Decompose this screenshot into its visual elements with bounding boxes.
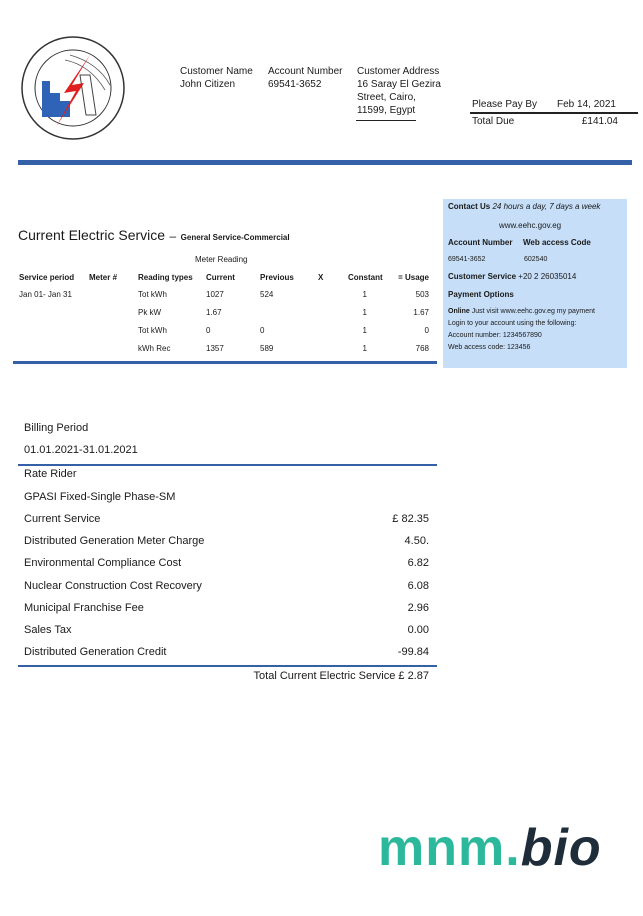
cell-current: 1357 [206,344,224,353]
billing-period: 01.01.2021-31.01.2021 [24,444,138,456]
col-header: Reading types [138,273,193,282]
cell-type: Tot kWh [138,326,167,335]
charge-value: 4.50. [404,535,429,548]
service-subtitle: General Service-Commercial [180,233,290,242]
rate: GPASI Fixed-Single Phase-SM [24,491,176,503]
contact-hours: 24 hours a day, 7 days a week [492,202,601,211]
cell-usage: 503 [415,290,429,299]
cell-constant: 1 [362,344,367,353]
customer-service-phone: +20 2 26035014 [518,272,577,281]
charge-label: Distributed Generation Meter Charge [24,535,205,548]
total-due-label: Total Due [472,116,515,127]
charge-label: Sales Tax [24,624,72,636]
web-access-code-line: Web access code: 123456 [448,344,531,351]
pay-by-date: Feb 14, 2021 [557,99,616,110]
cell-current: 1.67 [206,308,222,317]
watermark-part: bio [520,819,602,877]
service-title [18,227,290,245]
cell-constant: 1 [362,308,367,317]
charge-label: Nuclear Construction Cost Recovery [24,579,202,592]
address-line: 11599, Egypt [357,105,416,116]
website-link[interactable]: www.eehc.gov.eg [499,221,562,230]
cell-previous: 0 [260,326,265,335]
cell-current: 0 [206,326,211,335]
col-header: Constant [348,273,383,282]
total-due: £141.04 [581,116,618,127]
billing-rule [18,464,437,466]
header-rule [18,160,632,165]
customer-name-label: Customer Name [180,66,253,77]
cell-constant: 1 [362,326,367,335]
company-logo [20,35,126,141]
col-header: X [318,273,324,282]
charge-value: -99.84 [397,646,429,659]
customer-service-label: Customer Service [448,272,517,281]
web-access-code: 602540 [524,256,548,263]
charge-value: 2.96 [407,601,429,614]
address-line: 16 Saray El Gezira [357,79,441,90]
pay-by-label: Please Pay By [472,99,538,110]
charge-value: 6.82 [407,557,429,570]
charge-label: Distributed Generation Credit [24,646,167,659]
cell-type: kWh Rec [138,344,171,353]
online-text: Just visit www.eehc.gov.eg my payment [471,308,595,315]
col-header: = Usage [398,273,429,282]
cell-previous: 589 [260,344,274,353]
account-number-label: Account Number [448,238,513,247]
billing-rule [18,665,437,667]
cell-type: Pk kW [138,308,162,317]
col-header: Meter # [89,273,118,282]
service-rule [13,361,437,364]
account-number-line: Account number: 1234567890 [448,332,542,339]
payment-options-label: Payment Options [448,290,514,299]
watermark [378,818,602,878]
col-header: Service period [19,273,75,282]
customer-name: John Citizen [180,79,236,90]
charge-label: Municipal Franchise Fee [24,601,144,614]
divider [470,112,638,114]
col-header: Previous [260,273,294,282]
billing-period-label: Billing Period [24,422,89,434]
web-access-label: Web access Code [523,238,591,247]
watermark-part: mnm. [378,819,521,877]
cell-constant: 1 [362,290,367,299]
col-header: Current [206,273,235,282]
rate-rider-label: Rate Rider [24,468,77,480]
cell-usage: 0 [424,326,429,335]
cell-usage: 768 [415,344,429,353]
charge-value: 6.08 [407,579,429,592]
total-current-service: Total Current Electric Service £ 2.87 [253,670,429,682]
login-text: Login to your account using the following: [448,320,577,327]
address-label: Customer Address [357,66,440,77]
dash: – [169,229,177,243]
online-label: Online [448,308,470,315]
charge-label: Current Service [24,513,101,525]
account-number-label: Account Number [268,66,343,77]
account-number: 69541-3652 [268,79,322,90]
cell-type: Tot kWh [138,290,167,299]
cell-period: Jan 01- Jan 31 [19,290,72,299]
contact-box [443,199,627,368]
cell-current: 1027 [206,290,224,299]
account-number: 69541-3652 [448,256,486,263]
charge-value: 0.00 [407,624,429,636]
service-title-text: Current Electric Service [18,227,166,243]
cell-usage: 1.67 [413,308,429,317]
charge-label: Environmental Compliance Cost [24,557,182,570]
cell-previous: 524 [260,290,274,299]
contact-label: Contact Us [448,202,491,211]
meter-reading-label: Meter Reading [195,255,248,264]
charge-value: £ 82.35 [392,513,429,525]
address-line: Street, Cairo, [357,92,416,103]
divider [356,120,416,121]
